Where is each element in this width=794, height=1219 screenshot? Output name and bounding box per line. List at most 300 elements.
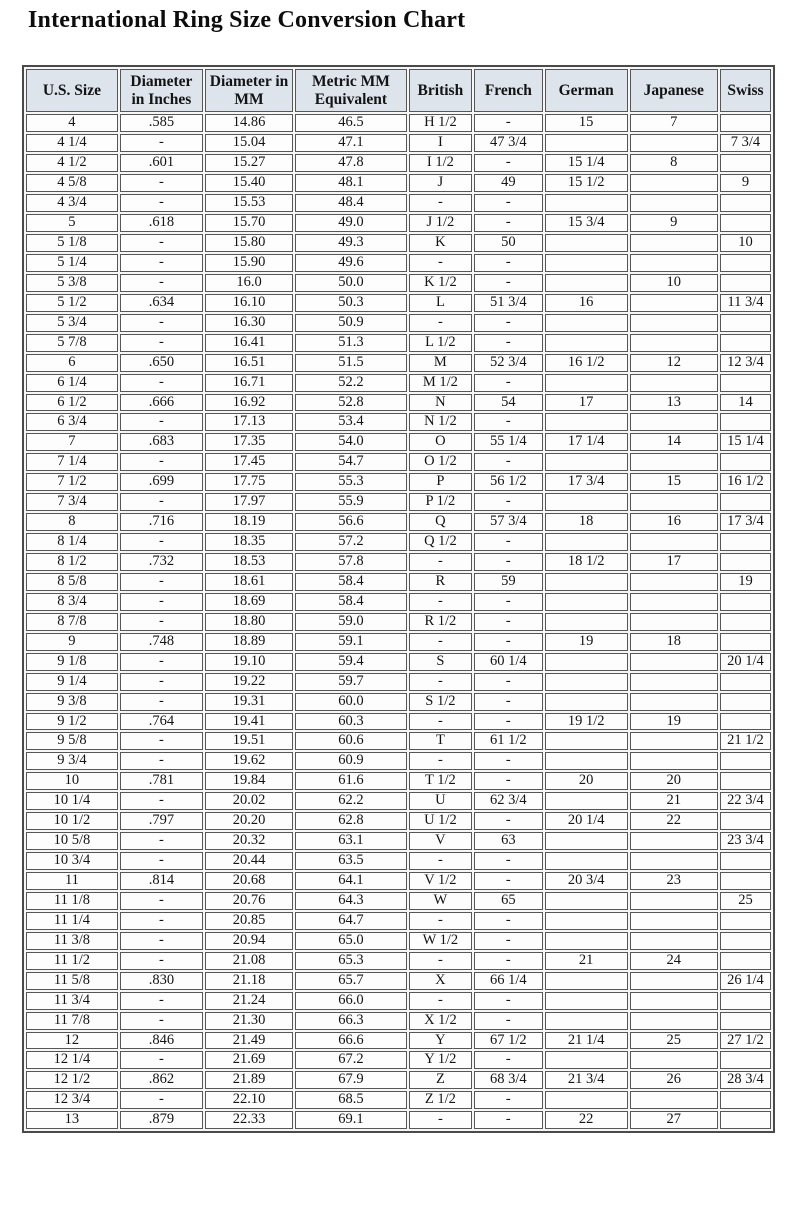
table-cell: [545, 752, 628, 770]
table-cell: 48.1: [295, 174, 407, 192]
column-header: Japanese: [630, 69, 718, 113]
table-cell: [545, 194, 628, 212]
table-cell: -: [409, 254, 472, 272]
table-cell: [630, 234, 718, 252]
table-cell: 7 3/4: [720, 134, 771, 152]
table-cell: -: [409, 673, 472, 691]
table-row: [26, 593, 771, 611]
table-cell: W: [409, 892, 472, 910]
table-cell: 14.86: [205, 114, 293, 132]
table-cell: 12: [26, 1032, 118, 1050]
table-cell: 9 5/8: [26, 732, 118, 750]
table-cell: 5: [26, 214, 118, 232]
table-cell: -: [120, 693, 203, 711]
table-cell: [720, 334, 771, 352]
table-cell: .846: [120, 1032, 203, 1050]
table-cell: Q 1/2: [409, 533, 472, 551]
table-cell: [545, 134, 628, 152]
table-cell: [630, 334, 718, 352]
table-cell: 8 5/8: [26, 573, 118, 591]
table-cell: 50.9: [295, 314, 407, 332]
table-cell: -: [409, 593, 472, 611]
table-cell: 61.6: [295, 772, 407, 790]
table-cell: [720, 912, 771, 930]
table-cell: [545, 852, 628, 870]
table-cell: 16 1/2: [720, 473, 771, 491]
table-row: [26, 274, 771, 292]
table-cell: [720, 992, 771, 1010]
table-cell: [630, 194, 718, 212]
table-row: [26, 832, 771, 850]
table-cell: 65.3: [295, 952, 407, 970]
table-cell: I: [409, 134, 472, 152]
column-header: Metric MM Equivalent: [295, 69, 407, 113]
table-cell: 47.8: [295, 154, 407, 172]
table-cell: [630, 294, 718, 312]
table-cell: -: [120, 334, 203, 352]
table-cell: 27: [630, 1111, 718, 1129]
table-cell: 17.75: [205, 473, 293, 491]
table-cell: 19.41: [205, 713, 293, 731]
table-cell: [545, 413, 628, 431]
table-cell: -: [474, 1051, 543, 1069]
table-cell: [545, 892, 628, 910]
table-cell: [545, 314, 628, 332]
table-cell: 47.1: [295, 134, 407, 152]
table-row: [26, 633, 771, 651]
table-cell: -: [474, 693, 543, 711]
table-cell: 69.1: [295, 1111, 407, 1129]
table-cell: 19.31: [205, 693, 293, 711]
table-cell: O: [409, 433, 472, 451]
table-cell: [630, 653, 718, 671]
table-cell: 7 3/4: [26, 493, 118, 511]
table-cell: 54.7: [295, 453, 407, 471]
table-cell: 17 3/4: [545, 473, 628, 491]
table-row: [26, 872, 771, 890]
table-cell: -: [120, 493, 203, 511]
table-cell: J 1/2: [409, 214, 472, 232]
table-cell: 21.08: [205, 952, 293, 970]
table-cell: M: [409, 354, 472, 372]
table-cell: -: [120, 374, 203, 392]
table-cell: 51.5: [295, 354, 407, 372]
table-cell: 52.8: [295, 394, 407, 412]
table-cell: 20.94: [205, 932, 293, 950]
table-cell: -: [120, 752, 203, 770]
table-cell: [720, 752, 771, 770]
table-row: [26, 1051, 771, 1069]
table-cell: 68 3/4: [474, 1071, 543, 1089]
table-cell: 16.41: [205, 334, 293, 352]
table-cell: 52.2: [295, 374, 407, 392]
table-cell: 52 3/4: [474, 354, 543, 372]
table-cell: -: [120, 533, 203, 551]
table-cell: Z: [409, 1071, 472, 1089]
table-cell: [720, 633, 771, 651]
table-cell: -: [474, 992, 543, 1010]
table-cell: 20.44: [205, 852, 293, 870]
table-cell: -: [409, 553, 472, 571]
table-cell: [545, 1012, 628, 1030]
table-cell: 18.69: [205, 593, 293, 611]
table-cell: O 1/2: [409, 453, 472, 471]
table-cell: 47 3/4: [474, 134, 543, 152]
table-cell: -: [120, 832, 203, 850]
table-cell: [630, 693, 718, 711]
table-cell: R 1/2: [409, 613, 472, 631]
table-cell: 5 3/8: [26, 274, 118, 292]
table-cell: 59.4: [295, 653, 407, 671]
table-cell: [545, 932, 628, 950]
table-cell: 20: [545, 772, 628, 790]
table-cell: U: [409, 792, 472, 810]
table-cell: 21.30: [205, 1012, 293, 1030]
table-cell: 16.10: [205, 294, 293, 312]
table-cell: [545, 533, 628, 551]
table-cell: [630, 992, 718, 1010]
table-cell: 18.89: [205, 633, 293, 651]
table-cell: 9 1/2: [26, 713, 118, 731]
table-cell: 65: [474, 892, 543, 910]
table-cell: 15 1/2: [545, 174, 628, 192]
column-header: Diameter in Inches: [120, 69, 203, 113]
table-cell: 15.70: [205, 214, 293, 232]
table-row: [26, 992, 771, 1010]
table-cell: [545, 653, 628, 671]
table-cell: 21.89: [205, 1071, 293, 1089]
table-cell: 18.35: [205, 533, 293, 551]
table-cell: 21: [630, 792, 718, 810]
table-cell: -: [409, 314, 472, 332]
table-cell: 55.9: [295, 493, 407, 511]
table-cell: -: [120, 653, 203, 671]
table-cell: 17.35: [205, 433, 293, 451]
table-cell: -: [409, 713, 472, 731]
table-row: [26, 673, 771, 691]
table-cell: -: [120, 952, 203, 970]
table-cell: J: [409, 174, 472, 192]
table-cell: -: [474, 533, 543, 551]
table-cell: 17: [630, 553, 718, 571]
table-cell: 54.0: [295, 433, 407, 451]
table-cell: -: [120, 1012, 203, 1030]
column-header: French: [474, 69, 543, 113]
table-cell: -: [120, 174, 203, 192]
table-cell: 65.7: [295, 972, 407, 990]
table-cell: 51 3/4: [474, 294, 543, 312]
table-cell: .862: [120, 1071, 203, 1089]
table-cell: 8 3/4: [26, 593, 118, 611]
table-cell: [630, 932, 718, 950]
table-cell: 59: [474, 573, 543, 591]
table-cell: 11 3/8: [26, 932, 118, 950]
table-cell: -: [474, 613, 543, 631]
table-cell: -: [120, 573, 203, 591]
table-cell: 21.24: [205, 992, 293, 1010]
table-cell: 21 1/4: [545, 1032, 628, 1050]
table-cell: [630, 832, 718, 850]
table-cell: -: [474, 872, 543, 890]
header-row: [26, 69, 771, 113]
table-cell: .879: [120, 1111, 203, 1129]
table-row: [26, 513, 771, 531]
table-cell: L 1/2: [409, 334, 472, 352]
table-cell: 27 1/2: [720, 1032, 771, 1050]
table-cell: 10: [720, 234, 771, 252]
table-row: [26, 254, 771, 272]
table-cell: 51.3: [295, 334, 407, 352]
table-cell: [545, 374, 628, 392]
table-cell: .830: [120, 972, 203, 990]
table-row: [26, 752, 771, 770]
table-cell: 46.5: [295, 114, 407, 132]
table-cell: [630, 732, 718, 750]
table-cell: 60.3: [295, 713, 407, 731]
table-cell: [720, 533, 771, 551]
table-row: [26, 713, 771, 731]
table-cell: 17: [545, 394, 628, 412]
table-cell: 59.0: [295, 613, 407, 631]
table-cell: -: [474, 673, 543, 691]
table-cell: .634: [120, 294, 203, 312]
table-cell: 6: [26, 354, 118, 372]
table-row: [26, 613, 771, 631]
table-cell: [630, 892, 718, 910]
table-cell: 10: [630, 274, 718, 292]
table-cell: -: [409, 952, 472, 970]
table-cell: 12: [630, 354, 718, 372]
table-cell: 12 3/4: [720, 354, 771, 372]
table-cell: Z 1/2: [409, 1091, 472, 1109]
table-cell: 12 1/2: [26, 1071, 118, 1089]
table-cell: 58.4: [295, 573, 407, 591]
table-cell: 55 1/4: [474, 433, 543, 451]
table-cell: [720, 413, 771, 431]
table-cell: 21.69: [205, 1051, 293, 1069]
column-header: Diameter in MM: [205, 69, 293, 113]
table-cell: [720, 713, 771, 731]
table-row: [26, 653, 771, 671]
table-cell: [720, 1051, 771, 1069]
table-cell: .814: [120, 872, 203, 890]
table-cell: 17.97: [205, 493, 293, 511]
table-row: [26, 413, 771, 431]
table-cell: -: [409, 992, 472, 1010]
table-cell: -: [474, 812, 543, 830]
table-cell: 5 1/4: [26, 254, 118, 272]
table-cell: -: [120, 673, 203, 691]
table-cell: H 1/2: [409, 114, 472, 132]
column-header: German: [545, 69, 628, 113]
table-row: [26, 693, 771, 711]
table-cell: [630, 453, 718, 471]
table-cell: 19 1/2: [545, 713, 628, 731]
table-row: [26, 334, 771, 352]
table-cell: -: [474, 493, 543, 511]
table-cell: 15.40: [205, 174, 293, 192]
table-cell: 16: [545, 294, 628, 312]
table-cell: [630, 1051, 718, 1069]
table-cell: -: [120, 1051, 203, 1069]
table-cell: 15.27: [205, 154, 293, 172]
table-cell: [720, 314, 771, 332]
table-cell: 24: [630, 952, 718, 970]
table-cell: 15 3/4: [545, 214, 628, 232]
table-cell: 61 1/2: [474, 732, 543, 750]
table-cell: 15.90: [205, 254, 293, 272]
table-cell: X 1/2: [409, 1012, 472, 1030]
table-cell: 8 1/4: [26, 533, 118, 551]
table-cell: 16: [630, 513, 718, 531]
table-cell: [630, 972, 718, 990]
table-cell: -: [474, 852, 543, 870]
table-cell: .716: [120, 513, 203, 531]
table-cell: [630, 533, 718, 551]
table-row: [26, 194, 771, 212]
table-cell: 9 1/8: [26, 653, 118, 671]
table-cell: 4 3/4: [26, 194, 118, 212]
table-cell: 10: [26, 772, 118, 790]
table-row: [26, 1032, 771, 1050]
table-cell: -: [474, 413, 543, 431]
table-cell: -: [474, 1091, 543, 1109]
table-cell: -: [474, 1012, 543, 1030]
table-cell: [630, 374, 718, 392]
table-cell: 7: [630, 114, 718, 132]
table-row: [26, 174, 771, 192]
table-cell: [720, 453, 771, 471]
table-cell: 64.1: [295, 872, 407, 890]
table-cell: 16.92: [205, 394, 293, 412]
table-cell: 17.45: [205, 453, 293, 471]
table-cell: 56 1/2: [474, 473, 543, 491]
table-cell: -: [120, 1091, 203, 1109]
table-cell: -: [120, 892, 203, 910]
table-cell: 16.51: [205, 354, 293, 372]
table-cell: 16.71: [205, 374, 293, 392]
table-row: [26, 214, 771, 232]
table-cell: 7: [26, 433, 118, 451]
table-cell: -: [120, 314, 203, 332]
table-cell: -: [120, 992, 203, 1010]
table-cell: 16.0: [205, 274, 293, 292]
table-cell: 62.2: [295, 792, 407, 810]
table-cell: 50.3: [295, 294, 407, 312]
table-row: [26, 314, 771, 332]
table-cell: [720, 274, 771, 292]
table-cell: 15: [545, 114, 628, 132]
table-cell: [720, 1012, 771, 1030]
table-cell: 20.85: [205, 912, 293, 930]
table-cell: [630, 134, 718, 152]
table-cell: 62 3/4: [474, 792, 543, 810]
table-cell: [545, 1051, 628, 1069]
page-title: International Ring Size Conversion Chart: [28, 7, 466, 33]
table-cell: 21.18: [205, 972, 293, 990]
table-cell: 60.0: [295, 693, 407, 711]
table-cell: 26 1/4: [720, 972, 771, 990]
table-cell: [545, 832, 628, 850]
table-cell: -: [474, 553, 543, 571]
table-cell: 53.4: [295, 413, 407, 431]
table-row: [26, 912, 771, 930]
table-cell: .585: [120, 114, 203, 132]
table-cell: 57.2: [295, 533, 407, 551]
table-row: [26, 772, 771, 790]
table-cell: P 1/2: [409, 493, 472, 511]
table-cell: 66.0: [295, 992, 407, 1010]
table-cell: [720, 1111, 771, 1129]
table-cell: [720, 493, 771, 511]
table-cell: [545, 732, 628, 750]
table-row: [26, 573, 771, 591]
table-cell: 21.49: [205, 1032, 293, 1050]
table-cell: 18 1/2: [545, 553, 628, 571]
table-cell: Y: [409, 1032, 472, 1050]
table-cell: 18.61: [205, 573, 293, 591]
table-cell: I 1/2: [409, 154, 472, 172]
table-cell: 63.1: [295, 832, 407, 850]
table-cell: 9: [630, 214, 718, 232]
table-cell: 22 3/4: [720, 792, 771, 810]
table-cell: .797: [120, 812, 203, 830]
column-header: British: [409, 69, 472, 113]
table-cell: 49: [474, 174, 543, 192]
table-cell: 60.6: [295, 732, 407, 750]
table-cell: S: [409, 653, 472, 671]
table-cell: 15 1/4: [720, 433, 771, 451]
table-cell: .781: [120, 772, 203, 790]
table-cell: 16.30: [205, 314, 293, 332]
table-cell: [545, 593, 628, 611]
table-cell: 63.5: [295, 852, 407, 870]
table-cell: -: [120, 593, 203, 611]
table-cell: 62.8: [295, 812, 407, 830]
column-header: Swiss: [720, 69, 771, 113]
table-cell: 28 3/4: [720, 1071, 771, 1089]
table-row: [26, 932, 771, 950]
table-row: [26, 852, 771, 870]
table-cell: [720, 693, 771, 711]
table-cell: U 1/2: [409, 812, 472, 830]
table-cell: 18.19: [205, 513, 293, 531]
table-cell: [630, 852, 718, 870]
table-cell: L: [409, 294, 472, 312]
table-cell: -: [409, 912, 472, 930]
table-cell: [630, 912, 718, 930]
table-cell: -: [120, 274, 203, 292]
table-cell: 4: [26, 114, 118, 132]
table-cell: 66.6: [295, 1032, 407, 1050]
table-cell: .732: [120, 553, 203, 571]
table-cell: 49.6: [295, 254, 407, 272]
table-cell: [720, 1091, 771, 1109]
table-cell: 20.20: [205, 812, 293, 830]
table-cell: 20.32: [205, 832, 293, 850]
table-cell: 5 1/2: [26, 294, 118, 312]
column-header: U.S. Size: [26, 69, 118, 113]
table-cell: 19: [545, 633, 628, 651]
table-row: [26, 234, 771, 252]
table-row: [26, 453, 771, 471]
table-cell: 6 1/4: [26, 374, 118, 392]
ring-size-conversion-table: [22, 65, 775, 1133]
table-cell: 21: [545, 952, 628, 970]
table-cell: 5 1/8: [26, 234, 118, 252]
table-cell: K: [409, 234, 472, 252]
table-cell: 17 1/4: [545, 433, 628, 451]
